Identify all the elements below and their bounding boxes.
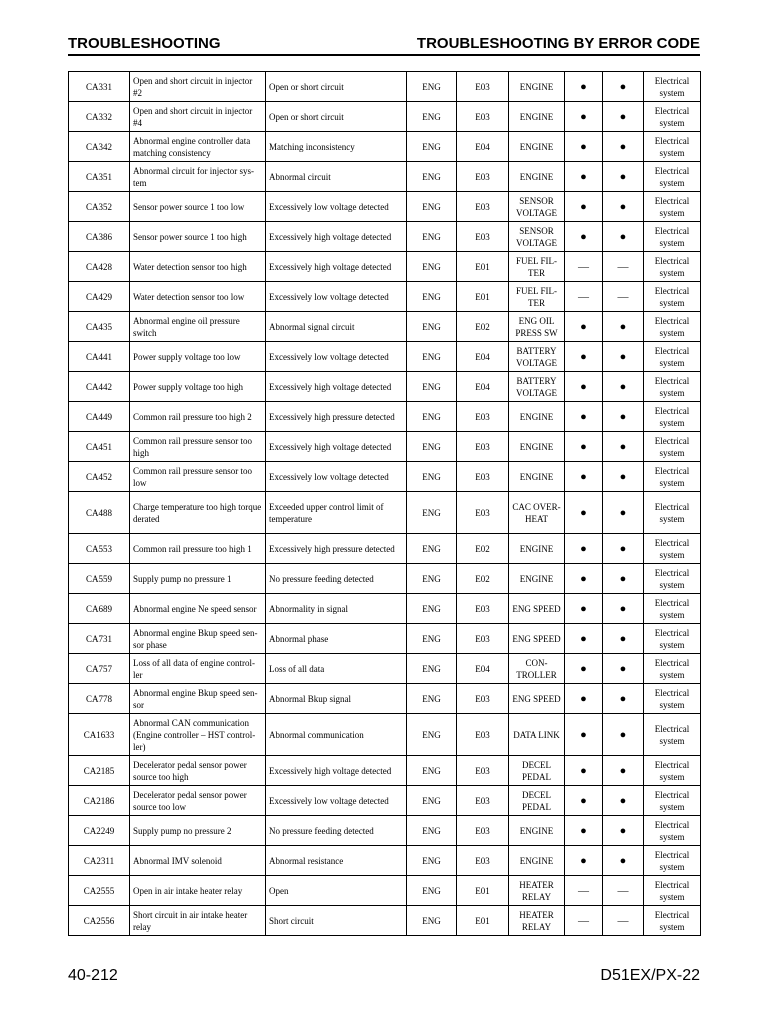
trouble-name-cell: Abnormal engine Bkup speed sen- sor xyxy=(130,684,266,714)
mark-cell: ● xyxy=(603,816,644,846)
trouble-name-cell: Sensor power source 1 too low xyxy=(130,192,266,222)
controller-cell: ENG xyxy=(407,132,457,162)
action-level-cell: E03 xyxy=(457,402,509,432)
problem-cell: Excessively high voltage detected xyxy=(266,222,407,252)
table-row xyxy=(69,564,701,594)
problem-cell: Abnormal signal circuit xyxy=(266,312,407,342)
problem-cell: Abnormal circuit xyxy=(266,162,407,192)
trouble-name-cell: Decelerator pedal sensor power source too high xyxy=(130,756,266,786)
system-cell: Electrical system xyxy=(644,624,701,654)
code-cell: CA342 xyxy=(69,132,130,162)
system-cell: Electrical system xyxy=(644,342,701,372)
mark-cell: ● xyxy=(603,162,644,192)
trouble-name-cell: Power supply voltage too high xyxy=(130,372,266,402)
table-row xyxy=(69,252,701,282)
code-cell: CA332 xyxy=(69,102,130,132)
mark-cell: ● xyxy=(565,846,603,876)
controller-cell: ENG xyxy=(407,312,457,342)
system-cell: Electrical system xyxy=(644,312,701,342)
display-cell: BATTERY VOLTAGE xyxy=(509,372,565,402)
code-cell: CA778 xyxy=(69,684,130,714)
code-cell: CA428 xyxy=(69,252,130,282)
table-row xyxy=(69,282,701,312)
table-row xyxy=(69,372,701,402)
display-cell: ENGINE xyxy=(509,162,565,192)
code-cell: CA442 xyxy=(69,372,130,402)
problem-cell: Excessively high voltage detected xyxy=(266,756,407,786)
system-cell: Electrical system xyxy=(644,684,701,714)
problem-cell: Abnormality in signal xyxy=(266,594,407,624)
display-cell: ENGINE xyxy=(509,132,565,162)
problem-cell: Open xyxy=(266,876,407,906)
table-row xyxy=(69,72,701,102)
action-level-cell: E02 xyxy=(457,564,509,594)
mark-cell: ● xyxy=(565,462,603,492)
mark-cell: ● xyxy=(565,342,603,372)
action-level-cell: E03 xyxy=(457,816,509,846)
action-level-cell: E03 xyxy=(457,192,509,222)
trouble-name-cell: Open and short circuit in injector #2 xyxy=(130,72,266,102)
action-level-cell: E02 xyxy=(457,534,509,564)
mark-cell: ● xyxy=(565,162,603,192)
system-cell: Electrical system xyxy=(644,222,701,252)
table-row xyxy=(69,342,701,372)
code-cell: CA553 xyxy=(69,534,130,564)
mark-cell: ● xyxy=(565,432,603,462)
code-cell: CA559 xyxy=(69,564,130,594)
mark-cell: — xyxy=(603,906,644,936)
code-cell: CA2249 xyxy=(69,816,130,846)
mark-cell: ● xyxy=(565,564,603,594)
action-level-cell: E03 xyxy=(457,432,509,462)
action-level-cell: E01 xyxy=(457,906,509,936)
mark-cell: ● xyxy=(565,684,603,714)
mark-cell: ● xyxy=(603,402,644,432)
action-level-cell: E04 xyxy=(457,342,509,372)
system-cell: Electrical system xyxy=(644,102,701,132)
trouble-name-cell: Open and short circuit in injector #4 xyxy=(130,102,266,132)
table-row xyxy=(69,684,701,714)
mark-cell: ● xyxy=(565,192,603,222)
controller-cell: ENG xyxy=(407,102,457,132)
trouble-name-cell: Abnormal engine controller data matching consistency xyxy=(130,132,266,162)
action-level-cell: E03 xyxy=(457,624,509,654)
problem-cell: Excessively high pressure detected xyxy=(266,402,407,432)
controller-cell: ENG xyxy=(407,222,457,252)
table-row xyxy=(69,312,701,342)
mark-cell: — xyxy=(603,876,644,906)
display-cell: DECEL PEDAL xyxy=(509,786,565,816)
display-cell: HEATER RELAY xyxy=(509,906,565,936)
problem-cell: Abnormal resistance xyxy=(266,846,407,876)
action-level-cell: E03 xyxy=(457,684,509,714)
trouble-name-cell: Abnormal engine Bkup speed sen- sor phase xyxy=(130,624,266,654)
problem-cell: Excessively low voltage detected xyxy=(266,786,407,816)
controller-cell: ENG xyxy=(407,372,457,402)
display-cell: DATA LINK xyxy=(509,714,565,756)
action-level-cell: E03 xyxy=(457,102,509,132)
error-code-table xyxy=(68,71,701,936)
display-cell: BATTERY VOLTAGE xyxy=(509,342,565,372)
trouble-name-cell: Power supply voltage too low xyxy=(130,342,266,372)
display-cell: ENG SPEED xyxy=(509,594,565,624)
action-level-cell: E04 xyxy=(457,132,509,162)
controller-cell: ENG xyxy=(407,192,457,222)
display-cell: ENG OIL PRESS SW xyxy=(509,312,565,342)
action-level-cell: E04 xyxy=(457,372,509,402)
table-row xyxy=(69,876,701,906)
problem-cell: Short circuit xyxy=(266,906,407,936)
problem-cell: Excessively low voltage detected xyxy=(266,282,407,312)
system-cell: Electrical system xyxy=(644,162,701,192)
action-level-cell: E03 xyxy=(457,756,509,786)
mark-cell: ● xyxy=(603,786,644,816)
problem-cell: Excessively low voltage detected xyxy=(266,342,407,372)
mark-cell: ● xyxy=(565,72,603,102)
trouble-name-cell: Decelerator pedal sensor power source too low xyxy=(130,786,266,816)
display-cell: CON- TROLLER xyxy=(509,654,565,684)
mark-cell: — xyxy=(603,252,644,282)
mark-cell: ● xyxy=(565,132,603,162)
controller-cell: ENG xyxy=(407,252,457,282)
code-cell: CA351 xyxy=(69,162,130,192)
mark-cell: ● xyxy=(603,192,644,222)
display-cell: ENGINE xyxy=(509,102,565,132)
code-cell: CA449 xyxy=(69,402,130,432)
mark-cell: ● xyxy=(565,786,603,816)
display-cell: ENGINE xyxy=(509,534,565,564)
trouble-name-cell: Sensor power source 1 too high xyxy=(130,222,266,252)
mark-cell: ● xyxy=(565,312,603,342)
action-level-cell: E02 xyxy=(457,312,509,342)
system-cell: Electrical system xyxy=(644,756,701,786)
trouble-name-cell: Abnormal engine Ne speed sensor xyxy=(130,594,266,624)
system-cell: Electrical system xyxy=(644,786,701,816)
code-cell: CA441 xyxy=(69,342,130,372)
section-title: TROUBLESHOOTING xyxy=(68,35,221,52)
table-row xyxy=(69,756,701,786)
table-row xyxy=(69,162,701,192)
system-cell: Electrical system xyxy=(644,132,701,162)
table-row xyxy=(69,624,701,654)
problem-cell: Excessively high pressure detected xyxy=(266,534,407,564)
trouble-name-cell: Common rail pressure sensor too high xyxy=(130,432,266,462)
display-cell: ENGINE xyxy=(509,564,565,594)
controller-cell: ENG xyxy=(407,432,457,462)
table-row xyxy=(69,906,701,936)
trouble-name-cell: Abnormal circuit for injector sys- tem xyxy=(130,162,266,192)
problem-cell: Excessively high voltage detected xyxy=(266,252,407,282)
controller-cell: ENG xyxy=(407,282,457,312)
mark-cell: ● xyxy=(565,756,603,786)
system-cell: Electrical system xyxy=(644,432,701,462)
code-cell: CA451 xyxy=(69,432,130,462)
table-body xyxy=(69,72,701,936)
trouble-name-cell: Common rail pressure too high 1 xyxy=(130,534,266,564)
mark-cell: ● xyxy=(603,564,644,594)
trouble-name-cell: Common rail pressure too high 2 xyxy=(130,402,266,432)
mark-cell: ● xyxy=(603,72,644,102)
mark-cell: ● xyxy=(603,312,644,342)
controller-cell: ENG xyxy=(407,624,457,654)
controller-cell: ENG xyxy=(407,462,457,492)
controller-cell: ENG xyxy=(407,594,457,624)
action-level-cell: E01 xyxy=(457,252,509,282)
code-cell: CA435 xyxy=(69,312,130,342)
code-cell: CA2311 xyxy=(69,846,130,876)
code-cell: CA488 xyxy=(69,492,130,534)
code-cell: CA1633 xyxy=(69,714,130,756)
action-level-cell: E03 xyxy=(457,72,509,102)
controller-cell: ENG xyxy=(407,534,457,564)
mark-cell: ● xyxy=(565,372,603,402)
problem-cell: Abnormal Bkup signal xyxy=(266,684,407,714)
problem-cell: No pressure feeding detected xyxy=(266,816,407,846)
problem-cell: Exceeded upper control limit of temperature xyxy=(266,492,407,534)
code-cell: CA689 xyxy=(69,594,130,624)
mark-cell: ● xyxy=(603,462,644,492)
display-cell: ENGINE xyxy=(509,846,565,876)
display-cell: HEATER RELAY xyxy=(509,876,565,906)
mark-cell: ● xyxy=(565,402,603,432)
mark-cell: ● xyxy=(565,714,603,756)
system-cell: Electrical system xyxy=(644,372,701,402)
system-cell: Electrical system xyxy=(644,402,701,432)
mark-cell: ● xyxy=(603,756,644,786)
controller-cell: ENG xyxy=(407,906,457,936)
mark-cell: ● xyxy=(603,534,644,564)
display-cell: FUEL FIL- TER xyxy=(509,282,565,312)
action-level-cell: E03 xyxy=(457,222,509,252)
table-row xyxy=(69,222,701,252)
display-cell: ENGINE xyxy=(509,402,565,432)
problem-cell: Matching inconsistency xyxy=(266,132,407,162)
action-level-cell: E03 xyxy=(457,714,509,756)
system-cell: Electrical system xyxy=(644,654,701,684)
controller-cell: ENG xyxy=(407,402,457,432)
mark-cell: ● xyxy=(603,342,644,372)
controller-cell: ENG xyxy=(407,564,457,594)
system-cell: Electrical system xyxy=(644,846,701,876)
table-row xyxy=(69,402,701,432)
problem-cell: Open or short circuit xyxy=(266,102,407,132)
controller-cell: ENG xyxy=(407,684,457,714)
mark-cell: ● xyxy=(603,714,644,756)
problem-cell: Open or short circuit xyxy=(266,72,407,102)
display-cell: SENSOR VOLTAGE xyxy=(509,192,565,222)
controller-cell: ENG xyxy=(407,816,457,846)
table-row xyxy=(69,654,701,684)
display-cell: ENG SPEED xyxy=(509,624,565,654)
problem-cell: Abnormal communication xyxy=(266,714,407,756)
mark-cell: ● xyxy=(565,534,603,564)
model-name: D51EX/PX-22 xyxy=(600,967,700,984)
mark-cell: — xyxy=(603,282,644,312)
mark-cell: — xyxy=(565,906,603,936)
mark-cell: ● xyxy=(565,594,603,624)
code-cell: CA386 xyxy=(69,222,130,252)
action-level-cell: E03 xyxy=(457,786,509,816)
problem-cell: Excessively high voltage detected xyxy=(266,432,407,462)
system-cell: Electrical system xyxy=(644,714,701,756)
code-cell: CA2556 xyxy=(69,906,130,936)
trouble-name-cell: Water detection sensor too low xyxy=(130,282,266,312)
trouble-name-cell: Abnormal CAN communication (Engine controller – HST control- ler) xyxy=(130,714,266,756)
mark-cell: ● xyxy=(603,624,644,654)
mark-cell: ● xyxy=(603,132,644,162)
table-row xyxy=(69,102,701,132)
controller-cell: ENG xyxy=(407,786,457,816)
trouble-name-cell: Short circuit in air intake heater relay xyxy=(130,906,266,936)
table-row xyxy=(69,534,701,564)
page-footer xyxy=(68,967,700,987)
code-cell: CA2185 xyxy=(69,756,130,786)
table-row xyxy=(69,462,701,492)
mark-cell: ● xyxy=(603,102,644,132)
mark-cell: ● xyxy=(603,594,644,624)
table-row xyxy=(69,132,701,162)
action-level-cell: E03 xyxy=(457,162,509,192)
controller-cell: ENG xyxy=(407,846,457,876)
table-row xyxy=(69,786,701,816)
table-row xyxy=(69,594,701,624)
mark-cell: ● xyxy=(603,492,644,534)
mark-cell: ● xyxy=(565,102,603,132)
mark-cell: — xyxy=(565,282,603,312)
display-cell: ENGINE xyxy=(509,432,565,462)
system-cell: Electrical system xyxy=(644,594,701,624)
controller-cell: ENG xyxy=(407,876,457,906)
mark-cell: — xyxy=(565,252,603,282)
controller-cell: ENG xyxy=(407,654,457,684)
trouble-name-cell: Supply pump no pressure 2 xyxy=(130,816,266,846)
display-cell: DECEL PEDAL xyxy=(509,756,565,786)
system-cell: Electrical system xyxy=(644,282,701,312)
display-cell: ENGINE xyxy=(509,462,565,492)
code-cell: CA757 xyxy=(69,654,130,684)
system-cell: Electrical system xyxy=(644,816,701,846)
mark-cell: ● xyxy=(565,654,603,684)
code-cell: CA452 xyxy=(69,462,130,492)
action-level-cell: E03 xyxy=(457,846,509,876)
problem-cell: Loss of all data xyxy=(266,654,407,684)
trouble-name-cell: Water detection sensor too high xyxy=(130,252,266,282)
mark-cell: ● xyxy=(603,432,644,462)
trouble-name-cell: Charge temperature too high torque derated xyxy=(130,492,266,534)
system-cell: Electrical system xyxy=(644,876,701,906)
controller-cell: ENG xyxy=(407,342,457,372)
action-level-cell: E03 xyxy=(457,594,509,624)
action-level-cell: E01 xyxy=(457,282,509,312)
problem-cell: Abnormal phase xyxy=(266,624,407,654)
trouble-name-cell: Open in air intake heater relay xyxy=(130,876,266,906)
problem-cell: Excessively low voltage detected xyxy=(266,192,407,222)
problem-cell: Excessively low voltage detected xyxy=(266,462,407,492)
action-level-cell: E03 xyxy=(457,492,509,534)
code-cell: CA2555 xyxy=(69,876,130,906)
mark-cell: ● xyxy=(603,372,644,402)
display-cell: ENG SPEED xyxy=(509,684,565,714)
display-cell: SENSOR VOLTAGE xyxy=(509,222,565,252)
display-cell: ENGINE xyxy=(509,72,565,102)
controller-cell: ENG xyxy=(407,492,457,534)
display-cell: ENGINE xyxy=(509,816,565,846)
table-row xyxy=(69,846,701,876)
action-level-cell: E03 xyxy=(457,462,509,492)
table-row xyxy=(69,714,701,756)
page-number: 40-212 xyxy=(68,967,118,984)
table-row xyxy=(69,816,701,846)
table-row xyxy=(69,492,701,534)
controller-cell: ENG xyxy=(407,714,457,756)
display-cell: FUEL FIL- TER xyxy=(509,252,565,282)
page-header xyxy=(68,34,700,56)
mark-cell: ● xyxy=(565,624,603,654)
code-cell: CA429 xyxy=(69,282,130,312)
mark-cell: ● xyxy=(565,816,603,846)
problem-cell: No pressure feeding detected xyxy=(266,564,407,594)
trouble-name-cell: Supply pump no pressure 1 xyxy=(130,564,266,594)
code-cell: CA331 xyxy=(69,72,130,102)
trouble-name-cell: Abnormal engine oil pressure switch xyxy=(130,312,266,342)
mark-cell: ● xyxy=(565,222,603,252)
table-row xyxy=(69,192,701,222)
mark-cell: ● xyxy=(603,222,644,252)
controller-cell: ENG xyxy=(407,756,457,786)
trouble-name-cell: Common rail pressure sensor too low xyxy=(130,462,266,492)
action-level-cell: E04 xyxy=(457,654,509,684)
system-cell: Electrical system xyxy=(644,192,701,222)
system-cell: Electrical system xyxy=(644,534,701,564)
controller-cell: ENG xyxy=(407,162,457,192)
page-title: TROUBLESHOOTING BY ERROR CODE xyxy=(416,35,700,52)
action-level-cell: E01 xyxy=(457,876,509,906)
trouble-name-cell: Loss of all data of engine control- ler xyxy=(130,654,266,684)
trouble-name-cell: Abnormal IMV solenoid xyxy=(130,846,266,876)
display-cell: CAC OVER- HEAT xyxy=(509,492,565,534)
system-cell: Electrical system xyxy=(644,72,701,102)
system-cell: Electrical system xyxy=(644,906,701,936)
mark-cell: ● xyxy=(565,492,603,534)
mark-cell: ● xyxy=(603,846,644,876)
code-cell: CA731 xyxy=(69,624,130,654)
problem-cell: Excessively high voltage detected xyxy=(266,372,407,402)
system-cell: Electrical system xyxy=(644,462,701,492)
mark-cell: — xyxy=(565,876,603,906)
controller-cell: ENG xyxy=(407,72,457,102)
table-row xyxy=(69,432,701,462)
mark-cell: ● xyxy=(603,654,644,684)
code-cell: CA2186 xyxy=(69,786,130,816)
mark-cell: ● xyxy=(603,684,644,714)
code-cell: CA352 xyxy=(69,192,130,222)
system-cell: Electrical system xyxy=(644,492,701,534)
system-cell: Electrical system xyxy=(644,252,701,282)
system-cell: Electrical system xyxy=(644,564,701,594)
